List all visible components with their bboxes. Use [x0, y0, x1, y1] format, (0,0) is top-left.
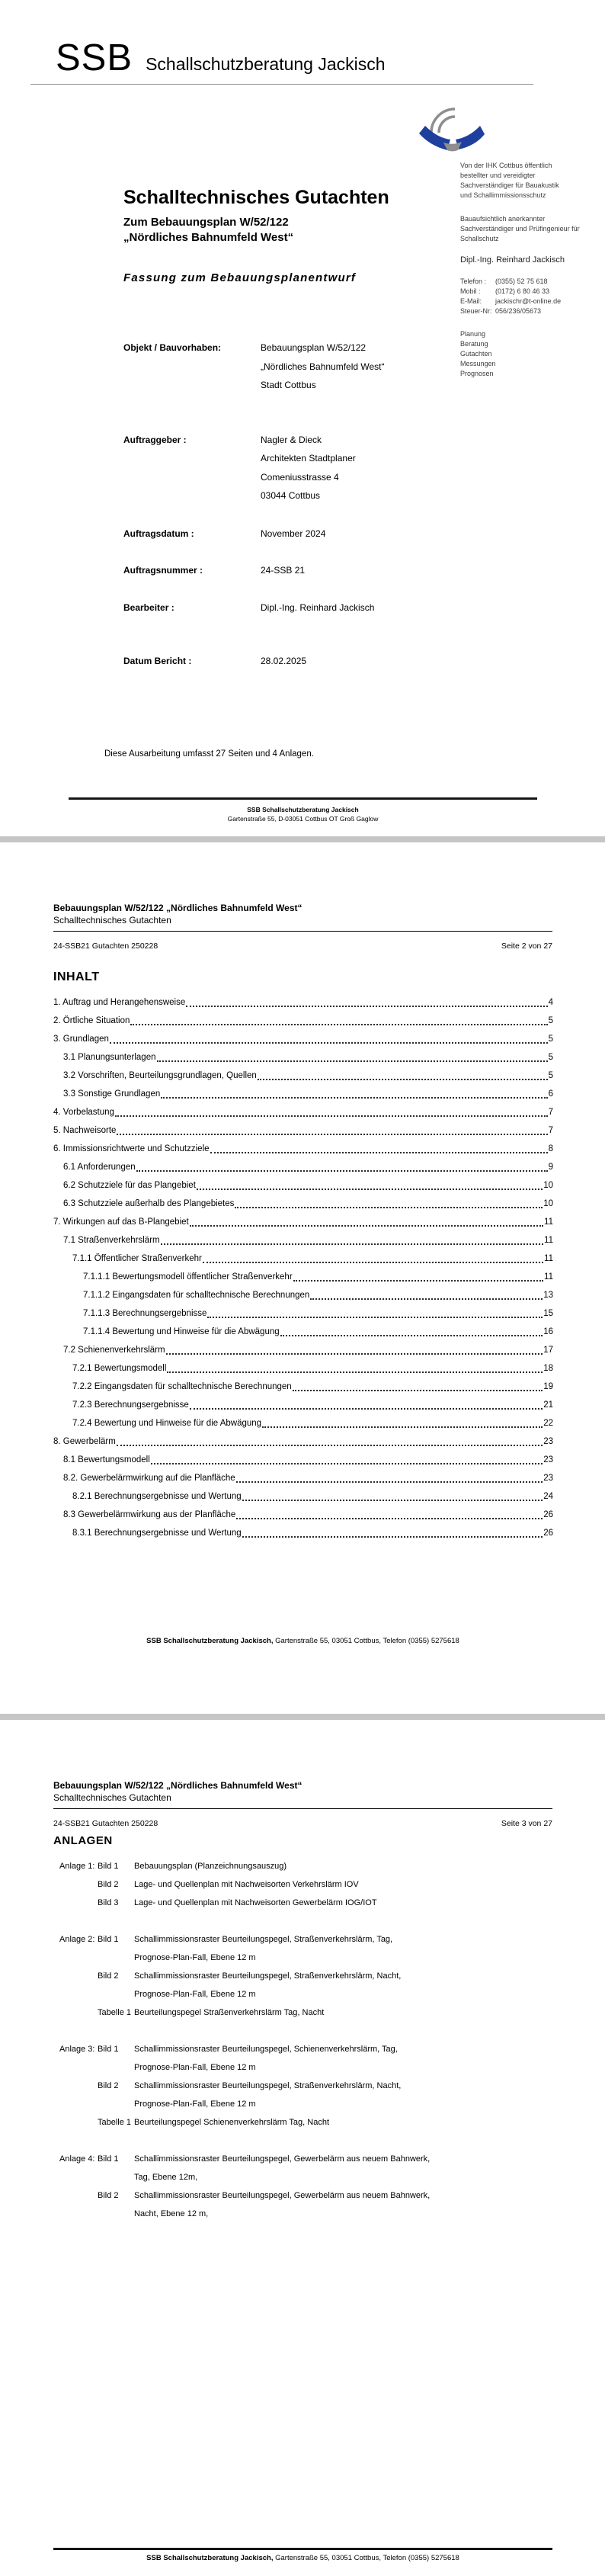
- anlage-item-lines: [134, 1930, 551, 1967]
- toc-entry-label: 7.2.3 Berechnungsergebnisse: [72, 1400, 189, 1410]
- toc-entry-label: 1. Auftrag und Herangehensweise: [53, 998, 186, 1007]
- page-header-subtitle: Schalltechnisches Gutachten: [53, 915, 171, 925]
- header-divider: [53, 931, 552, 932]
- anlage-item-tag: Bild 2: [98, 1971, 119, 1981]
- field-values: [261, 431, 474, 505]
- anlage-item-line: Beurteilungspegel Schienenverkehrslärm Tag, Nacht: [134, 2118, 329, 2127]
- toc-entry-page: 17: [543, 1346, 553, 1355]
- toc-entry: [53, 1012, 553, 1030]
- anlage-item-line: Prognose-Plan-Fall, Ebene 12 m: [134, 2063, 256, 2072]
- toc-entry-page: 8: [548, 1144, 553, 1153]
- field-label: Auftragsnummer :: [123, 565, 203, 576]
- anlage-item-lines: [134, 2077, 551, 2113]
- toc-entry-page: 11: [544, 1272, 553, 1282]
- toc-entry: [53, 1378, 553, 1396]
- anlage-item: [98, 1894, 551, 1912]
- anlage-item-line: Lage- und Quellenplan mit Nachweisorten Verkehrslärm IOV: [134, 1880, 359, 1889]
- toc-leader-dots: [203, 1250, 543, 1263]
- field-value-line: 03044 Cottbus: [261, 490, 321, 501]
- field-label: Auftragsdatum :: [123, 528, 194, 539]
- toc-entry-label: 4. Vorbelastung: [53, 1108, 114, 1117]
- toc-entry-page: 5: [548, 1071, 553, 1080]
- toc-entry-page: 23: [543, 1474, 553, 1483]
- anlage-item-lines: [134, 2186, 551, 2223]
- anlage-item-line: Prognose-Plan-Fall, Ebene 12 m: [134, 1953, 256, 1962]
- footer-divider: [53, 2548, 552, 2550]
- page-separator: [0, 1714, 605, 1720]
- header-divider: [53, 1808, 552, 1809]
- contact-row: [460, 287, 603, 297]
- toc-leader-dots: [117, 1432, 543, 1446]
- toc-leader-dots: [242, 1487, 543, 1501]
- toc-leader-dots: [280, 1323, 543, 1336]
- contact-value: (0355) 52 75 618: [495, 277, 548, 285]
- toc-entry: [53, 1140, 553, 1158]
- field-value-line: Architekten Stadtplaner: [261, 453, 356, 464]
- toc-entry: [53, 1103, 553, 1121]
- toc-entry-page: 24: [543, 1492, 553, 1501]
- toc-leader-dots: [115, 1103, 548, 1117]
- toc-entry: [53, 1359, 553, 1378]
- contact-row: [460, 277, 603, 287]
- toc-entry-label: 7.1.1.2 Eingangsdaten für schalltechnische Berechnungen: [83, 1291, 310, 1300]
- anlage-item-tag: Bild 2: [98, 2191, 119, 2200]
- toc-leader-dots: [186, 993, 547, 1007]
- anlage-item-lines: [134, 1894, 551, 1912]
- consultant-name: Dipl.-Ing. Reinhard Jackisch: [460, 255, 565, 265]
- toc-entry-page: 16: [543, 1327, 553, 1336]
- toc-entry-page: 21: [543, 1400, 553, 1410]
- toc-entry: [53, 1414, 553, 1432]
- field-value-line: Nagler & Dieck: [261, 434, 322, 445]
- anlage-item-tag: Bild 1: [98, 2045, 119, 2054]
- toc-leader-dots: [161, 1231, 544, 1245]
- toc-entry: [53, 1451, 553, 1469]
- field-values: [261, 525, 474, 544]
- anlage-item-line: Beurteilungspegel Straßenverkehrslärm Tag, Nacht: [134, 2008, 325, 2017]
- field-label: Objekt / Bauvorhaben:: [123, 342, 222, 353]
- doc-ref: 24-SSB21 Gutachten 250228: [53, 942, 158, 951]
- toc-entry: [53, 1304, 553, 1323]
- footer-divider: [69, 797, 537, 800]
- anlage-item: [98, 2150, 551, 2186]
- contact-label: Telefon :: [460, 277, 487, 285]
- footer-text: [53, 2554, 552, 2563]
- anlagen-list: [59, 1857, 551, 2241]
- anlage-item-line: Bebauungsplan (Planzeichnungsauszug): [134, 1862, 286, 1871]
- anlage-item-lines: [134, 2150, 551, 2186]
- anlage-item: [98, 2113, 551, 2132]
- service-item: Messungen: [460, 360, 496, 367]
- toc-entry-label: 3. Grundlagen: [53, 1035, 109, 1044]
- field-values: [261, 652, 474, 671]
- anlage-item-line: Prognose-Plan-Fall, Ebene 12 m: [134, 1990, 256, 1999]
- toc-entry: [53, 1250, 553, 1268]
- toc-leader-dots: [161, 1085, 547, 1099]
- footer-address: Gartenstraße 55, D-03051 Cottbus OT Groß Gaglow: [227, 815, 379, 823]
- toc-entry-label: 7. Wirkungen auf das B-Plangebiet: [53, 1217, 189, 1227]
- anlage-item: [98, 1875, 551, 1894]
- anlage-item-tag: Bild 2: [98, 1880, 119, 1889]
- toc-entry-label: 3.3 Sonstige Grundlagen: [63, 1089, 161, 1099]
- header-ref-row: [53, 1819, 552, 1828]
- toc-entry-page: 7: [548, 1108, 553, 1117]
- scope-note: Diese Ausarbeitung umfasst 27 Seiten und 4 Anlagen.: [104, 749, 314, 759]
- anlage-item-tag: Bild 1: [98, 2154, 119, 2164]
- toc-entry: [53, 1323, 553, 1341]
- toc-leader-dots: [258, 1067, 548, 1080]
- toc-entry: [53, 1341, 553, 1359]
- toc-leader-dots: [190, 1213, 543, 1227]
- anlage-item-lines: [134, 2003, 551, 2022]
- field-values: [261, 598, 474, 618]
- anlage-item-line: Schallimmissionsraster Beurteilungspegel, Gewerbelärm aus neuem Bahnwerk,: [134, 2191, 431, 2200]
- anlage-item: [98, 2186, 551, 2223]
- service-item: Prognosen: [460, 370, 494, 377]
- toc-entry-label: 5. Nachweisorte: [53, 1126, 117, 1135]
- toc-entry-page: 13: [543, 1291, 553, 1300]
- certification-soundwave-logo-icon: [416, 95, 485, 152]
- toc-entry-page: 26: [543, 1529, 553, 1538]
- anlage-item: [98, 1967, 551, 2003]
- field-value-line: „Nördliches Bahnumfeld West“: [261, 361, 385, 372]
- toc-entry-page: 23: [543, 1455, 553, 1464]
- toc-leader-dots: [151, 1451, 543, 1464]
- anlage-group: [59, 1930, 551, 2022]
- toc-entry-page: 19: [543, 1382, 553, 1391]
- title-page: [0, 0, 605, 836]
- toc-leader-dots: [236, 1469, 543, 1483]
- toc-entry-label: 7.2.1 Bewertungsmodell: [72, 1364, 167, 1373]
- credential-line: und Schallimmissionsschutz: [460, 191, 546, 199]
- anlagen-page: [0, 1720, 605, 2576]
- services-list: [460, 329, 603, 379]
- toc-entry-page: 23: [543, 1437, 553, 1446]
- toc-entry-page: 4: [548, 998, 553, 1007]
- field-value-line: November 2024: [261, 528, 326, 539]
- anlage-item-lines: [134, 1967, 551, 2003]
- footer-company: SSB Schallschutzberatung Jackisch,: [146, 1637, 274, 1645]
- anlage-items: [98, 2040, 551, 2132]
- doc-ref: 24-SSB21 Gutachten 250228: [53, 1819, 158, 1828]
- anlage-item-line: Schallimmissionsraster Beurteilungspegel, Schienenverkehrslärm, Tag,: [134, 2045, 398, 2054]
- field-row: [123, 431, 474, 505]
- field-value-line: 24-SSB 21: [261, 565, 306, 576]
- anlage-item-line: Prognose-Plan-Fall, Ebene 12 m: [134, 2100, 256, 2109]
- service-item: Planung: [460, 330, 486, 338]
- credential-line: Bauaufsichtlich anerkannter: [460, 215, 546, 223]
- toc-entry-label: 8.3 Gewerbelärmwirkung aus der Planfläche: [63, 1510, 236, 1519]
- anlage-item-line: Schallimmissionsraster Beurteilungspegel, Straßenverkehrslärm, Tag,: [134, 1935, 393, 1944]
- field-label: Bearbeiter :: [123, 601, 174, 613]
- toc-entry-label: 6. Immissionsrichtwerte und Schutzziele: [53, 1144, 210, 1153]
- toc-entry-label: 7.1 Straßenverkehrslärm: [63, 1236, 160, 1245]
- toc-heading: INHALT: [53, 970, 100, 983]
- credentials-block-1: [460, 161, 603, 200]
- field-value-line: Comeniusstrasse 4: [261, 471, 339, 483]
- credential-line: Sachverständiger für Bauakustik: [460, 181, 559, 189]
- contact-list: [460, 277, 603, 316]
- anlage-item: [98, 2040, 551, 2077]
- toc-entry: [53, 1195, 553, 1213]
- consultant-info-column: [460, 161, 603, 379]
- service-item: Beratung: [460, 340, 488, 348]
- page-number: Seite 2 von 27: [501, 942, 552, 951]
- anlage-item-tag: Bild 2: [98, 2081, 119, 2090]
- toc-entry-label: 7.2 Schienenverkehrslärm: [63, 1346, 165, 1355]
- toc-entry-page: 6: [548, 1089, 553, 1099]
- toc-entry: [53, 1067, 553, 1085]
- toc-entry-label: 8. Gewerbelärm: [53, 1437, 116, 1446]
- toc-page: [0, 842, 605, 1714]
- contact-row: [460, 297, 603, 306]
- page-header: [53, 1779, 552, 1828]
- toc-entry-page: 5: [548, 1016, 553, 1025]
- toc-entry-label: 7.1.1.1 Bewertungsmodell öffentlicher Straßenverkehr: [83, 1272, 293, 1282]
- field-value-line: 28.02.2025: [261, 656, 307, 666]
- toc-entry-page: 10: [543, 1181, 553, 1190]
- toc-entry-page: 11: [544, 1217, 553, 1227]
- anlage-item-tag: Tabelle 1: [98, 2118, 132, 2127]
- toc-entry: [53, 1176, 553, 1195]
- credential-line: bestellter und vereidigter: [460, 172, 536, 179]
- field-label: Datum Bericht :: [123, 656, 192, 666]
- table-of-contents: [53, 993, 553, 1542]
- anlage-label: Anlage 1:: [59, 1862, 95, 1871]
- field-row: [123, 525, 474, 544]
- toc-entry: [53, 1048, 553, 1067]
- toc-entry: [53, 1030, 553, 1048]
- anlage-item: [98, 2003, 551, 2022]
- toc-leader-dots: [236, 1506, 543, 1519]
- toc-entry-label: 3.2 Vorschriften, Beurteilungsgrundlagen, Quellen: [63, 1071, 257, 1080]
- anlage-item-tag: Bild 3: [98, 1898, 119, 1907]
- toc-entry-page: 5: [548, 1053, 553, 1062]
- anlage-items: [98, 2150, 551, 2223]
- credential-line: Von der IHK Cottbus öffentlich: [460, 162, 552, 169]
- footer-address: Gartenstraße 55, 03051 Cottbus, Telefon (0355) 5275618: [273, 1637, 459, 1645]
- toc-entry: [53, 1506, 553, 1524]
- toc-entry: [53, 993, 553, 1012]
- field-value-line: Dipl.-Ing. Reinhard Jackisch: [261, 601, 375, 613]
- anlage-item-line: Lage- und Quellenplan mit Nachweisorten Gewerbelärm IOG/IOT: [134, 1898, 377, 1907]
- anlage-item-lines: [134, 1857, 551, 1875]
- toc-entry-label: 6.1 Anforderungen: [63, 1163, 136, 1172]
- toc-entry-page: 5: [548, 1035, 553, 1044]
- toc-entry-label: 6.3 Schutzziele außerhalb des Plangebietes: [63, 1199, 235, 1208]
- toc-leader-dots: [166, 1341, 543, 1355]
- contact-row: [460, 306, 603, 316]
- field-row: [123, 338, 474, 395]
- service-item: Gutachten: [460, 350, 492, 358]
- toc-entry-page: 11: [544, 1254, 553, 1263]
- brand-name: Schallschutzberatung Jackisch: [146, 54, 386, 74]
- toc-entry-page: 7: [548, 1126, 553, 1135]
- field-value-line: Bebauungsplan W/52/122: [261, 342, 367, 353]
- toc-entry-label: 7.2.4 Bewertung und Hinweise für die Abwägung: [72, 1419, 262, 1428]
- credential-line: Sachverständiger und Prüfingenieur für: [460, 225, 580, 233]
- toc-leader-dots: [210, 1140, 548, 1153]
- toc-entry: [53, 1487, 553, 1506]
- credential-line: Schallschutz: [460, 235, 499, 242]
- report-subtitle-name: „Nördliches Bahnumfeld West“: [123, 231, 294, 244]
- toc-entry: [53, 1231, 553, 1250]
- toc-entry-page: 22: [543, 1419, 553, 1428]
- toc-leader-dots: [207, 1304, 543, 1318]
- anlage-item-line: Nacht, Ebene 12 m,: [134, 2209, 209, 2218]
- anlage-item-line: Schallimmissionsraster Beurteilungspegel, Gewerbelärm aus neuem Bahnwerk,: [134, 2154, 431, 2164]
- credentials-block-2: [460, 214, 603, 244]
- toc-entry: [53, 1085, 553, 1103]
- anlage-items: [98, 1857, 551, 1912]
- toc-entry: [53, 1432, 553, 1451]
- toc-entry: [53, 1213, 553, 1231]
- anlage-item-line: Tag, Ebene 12m,: [134, 2173, 198, 2182]
- toc-entry-label: 7.1.1.3 Berechnungsergebnisse: [83, 1309, 207, 1318]
- toc-leader-dots: [157, 1048, 548, 1062]
- anlage-item-line: Schallimmissionsraster Beurteilungspegel, Straßenverkehrslärm, Nacht,: [134, 2081, 402, 2090]
- toc-leader-dots: [136, 1158, 548, 1172]
- brand-header: [56, 37, 386, 79]
- footer-company: SSB Schallschutzberatung Jackisch,: [146, 2554, 274, 2562]
- toc-entry-page: 18: [543, 1364, 553, 1373]
- toc-entry: [53, 1469, 553, 1487]
- anlagen-heading: ANLAGEN: [53, 1834, 113, 1847]
- anlage-item-lines: [134, 2040, 551, 2077]
- report-title: Schalltechnisches Gutachten: [123, 187, 389, 208]
- toc-leader-dots: [167, 1359, 543, 1373]
- page-footer: [53, 1637, 552, 1646]
- toc-entry-page: 11: [544, 1236, 553, 1245]
- toc-entry: [53, 1396, 553, 1414]
- toc-entry-label: 6.2 Schutzziele für das Plangebiet: [63, 1181, 196, 1190]
- anlage-group: [59, 2150, 551, 2223]
- footer-address: Gartenstraße 55, 03051 Cottbus, Telefon (0355) 5275618: [273, 2554, 459, 2562]
- page-header-title: Bebauungsplan W/52/122 „Nördliches Bahnumfeld West“: [53, 903, 302, 913]
- anlage-item-line: Schallimmissionsraster Beurteilungspegel, Straßenverkehrslärm, Nacht,: [134, 1971, 402, 1981]
- toc-entry-label: 2. Örtliche Situation: [53, 1016, 130, 1025]
- toc-leader-dots: [117, 1121, 547, 1135]
- anlage-item: [98, 2077, 551, 2113]
- anlage-label: Anlage 2:: [59, 1935, 95, 1944]
- page-footer: [53, 2548, 552, 2563]
- toc-entry-page: 26: [543, 1510, 553, 1519]
- toc-leader-dots: [190, 1396, 543, 1410]
- toc-leader-dots: [110, 1030, 548, 1044]
- toc-entry: [53, 1524, 553, 1542]
- report-subtitle-plan: Zum Bebauungsplan W/52/122: [123, 216, 289, 229]
- page-separator: [0, 836, 605, 842]
- toc-entry-label: 7.2.2 Eingangsdaten für schalltechnische Berechnungen: [72, 1382, 292, 1391]
- toc-entry-label: 7.1.1.4 Bewertung und Hinweise für die Abwägung: [83, 1327, 280, 1336]
- contact-value: (0172) 6 80 46 33: [495, 287, 550, 295]
- toc-leader-dots: [293, 1268, 543, 1282]
- report-version: Fassung zum Bebauungsplanentwurf: [123, 271, 357, 284]
- field-row: [123, 652, 474, 671]
- page-number: Seite 3 von 27: [501, 1819, 552, 1828]
- toc-leader-dots: [293, 1378, 543, 1391]
- anlage-item-lines: [134, 1875, 551, 1894]
- toc-leader-dots: [242, 1524, 543, 1538]
- anlage-label: Anlage 3:: [59, 2045, 95, 2054]
- anlage-item-tag: Bild 1: [98, 1935, 119, 1944]
- contact-value: jackischr@t-online.de: [495, 297, 562, 305]
- toc-leader-dots: [197, 1176, 543, 1190]
- anlage-items: [98, 1930, 551, 2022]
- contact-label: Steuer-Nr:: [460, 307, 492, 315]
- toc-leader-dots: [262, 1414, 543, 1428]
- toc-entry-label: 8.1 Bewertungsmodell: [63, 1455, 150, 1464]
- field-values: [261, 561, 474, 580]
- toc-leader-dots: [310, 1286, 543, 1300]
- toc-entry-label: 8.2. Gewerbelärmwirkung auf die Planfläche: [63, 1474, 235, 1483]
- toc-leader-dots: [235, 1195, 543, 1208]
- header-divider: [30, 84, 533, 85]
- toc-entry: [53, 1268, 553, 1286]
- field-label: Auftraggeber :: [123, 434, 187, 445]
- anlage-label: Anlage 4:: [59, 2154, 95, 2164]
- field-row: [123, 561, 474, 580]
- contact-value: 056/236/05673: [495, 307, 542, 315]
- page-footer: [69, 797, 537, 823]
- contact-label: Mobil :: [460, 287, 481, 295]
- anlage-group: [59, 2040, 551, 2132]
- anlage-item: [98, 1930, 551, 1967]
- header-ref-row: [53, 942, 552, 951]
- field-row: [123, 598, 474, 618]
- toc-entry: [53, 1286, 553, 1304]
- toc-entry-page: 10: [543, 1199, 553, 1208]
- page-header-subtitle: Schalltechnisches Gutachten: [53, 1792, 171, 1803]
- field-values: [261, 338, 474, 395]
- anlage-item-lines: [134, 2113, 551, 2132]
- anlage-group: [59, 1857, 551, 1912]
- page-header-title: Bebauungsplan W/52/122 „Nördliches Bahnumfeld West“: [53, 1780, 302, 1791]
- project-fields: [123, 338, 474, 689]
- toc-entry-label: 8.3.1 Berechnungsergebnisse und Wertung: [72, 1529, 242, 1538]
- brand-logo-text: SSB: [56, 37, 133, 79]
- toc-leader-dots: [130, 1012, 547, 1025]
- toc-entry-label: 7.1.1 Öffentlicher Straßenverkehr: [72, 1254, 202, 1263]
- toc-entry-page: 9: [548, 1163, 553, 1172]
- toc-entry: [53, 1121, 553, 1140]
- field-value-line: Stadt Cottbus: [261, 380, 316, 390]
- toc-entry-page: 15: [543, 1309, 553, 1318]
- contact-label: E-Mail:: [460, 297, 482, 305]
- toc-entry: [53, 1158, 553, 1176]
- anlage-item: [98, 1857, 551, 1875]
- toc-entry-label: 3.1 Planungsunterlagen: [63, 1053, 156, 1062]
- toc-entry-label: 8.2.1 Berechnungsergebnisse und Wertung: [72, 1492, 242, 1501]
- anlage-item-tag: Tabelle 1: [98, 2008, 132, 2017]
- footer-company: SSB Schallschutzberatung Jackisch: [247, 806, 359, 813]
- anlage-item-tag: Bild 1: [98, 1862, 119, 1871]
- page-header: [53, 902, 552, 951]
- report-title-block: [123, 186, 466, 284]
